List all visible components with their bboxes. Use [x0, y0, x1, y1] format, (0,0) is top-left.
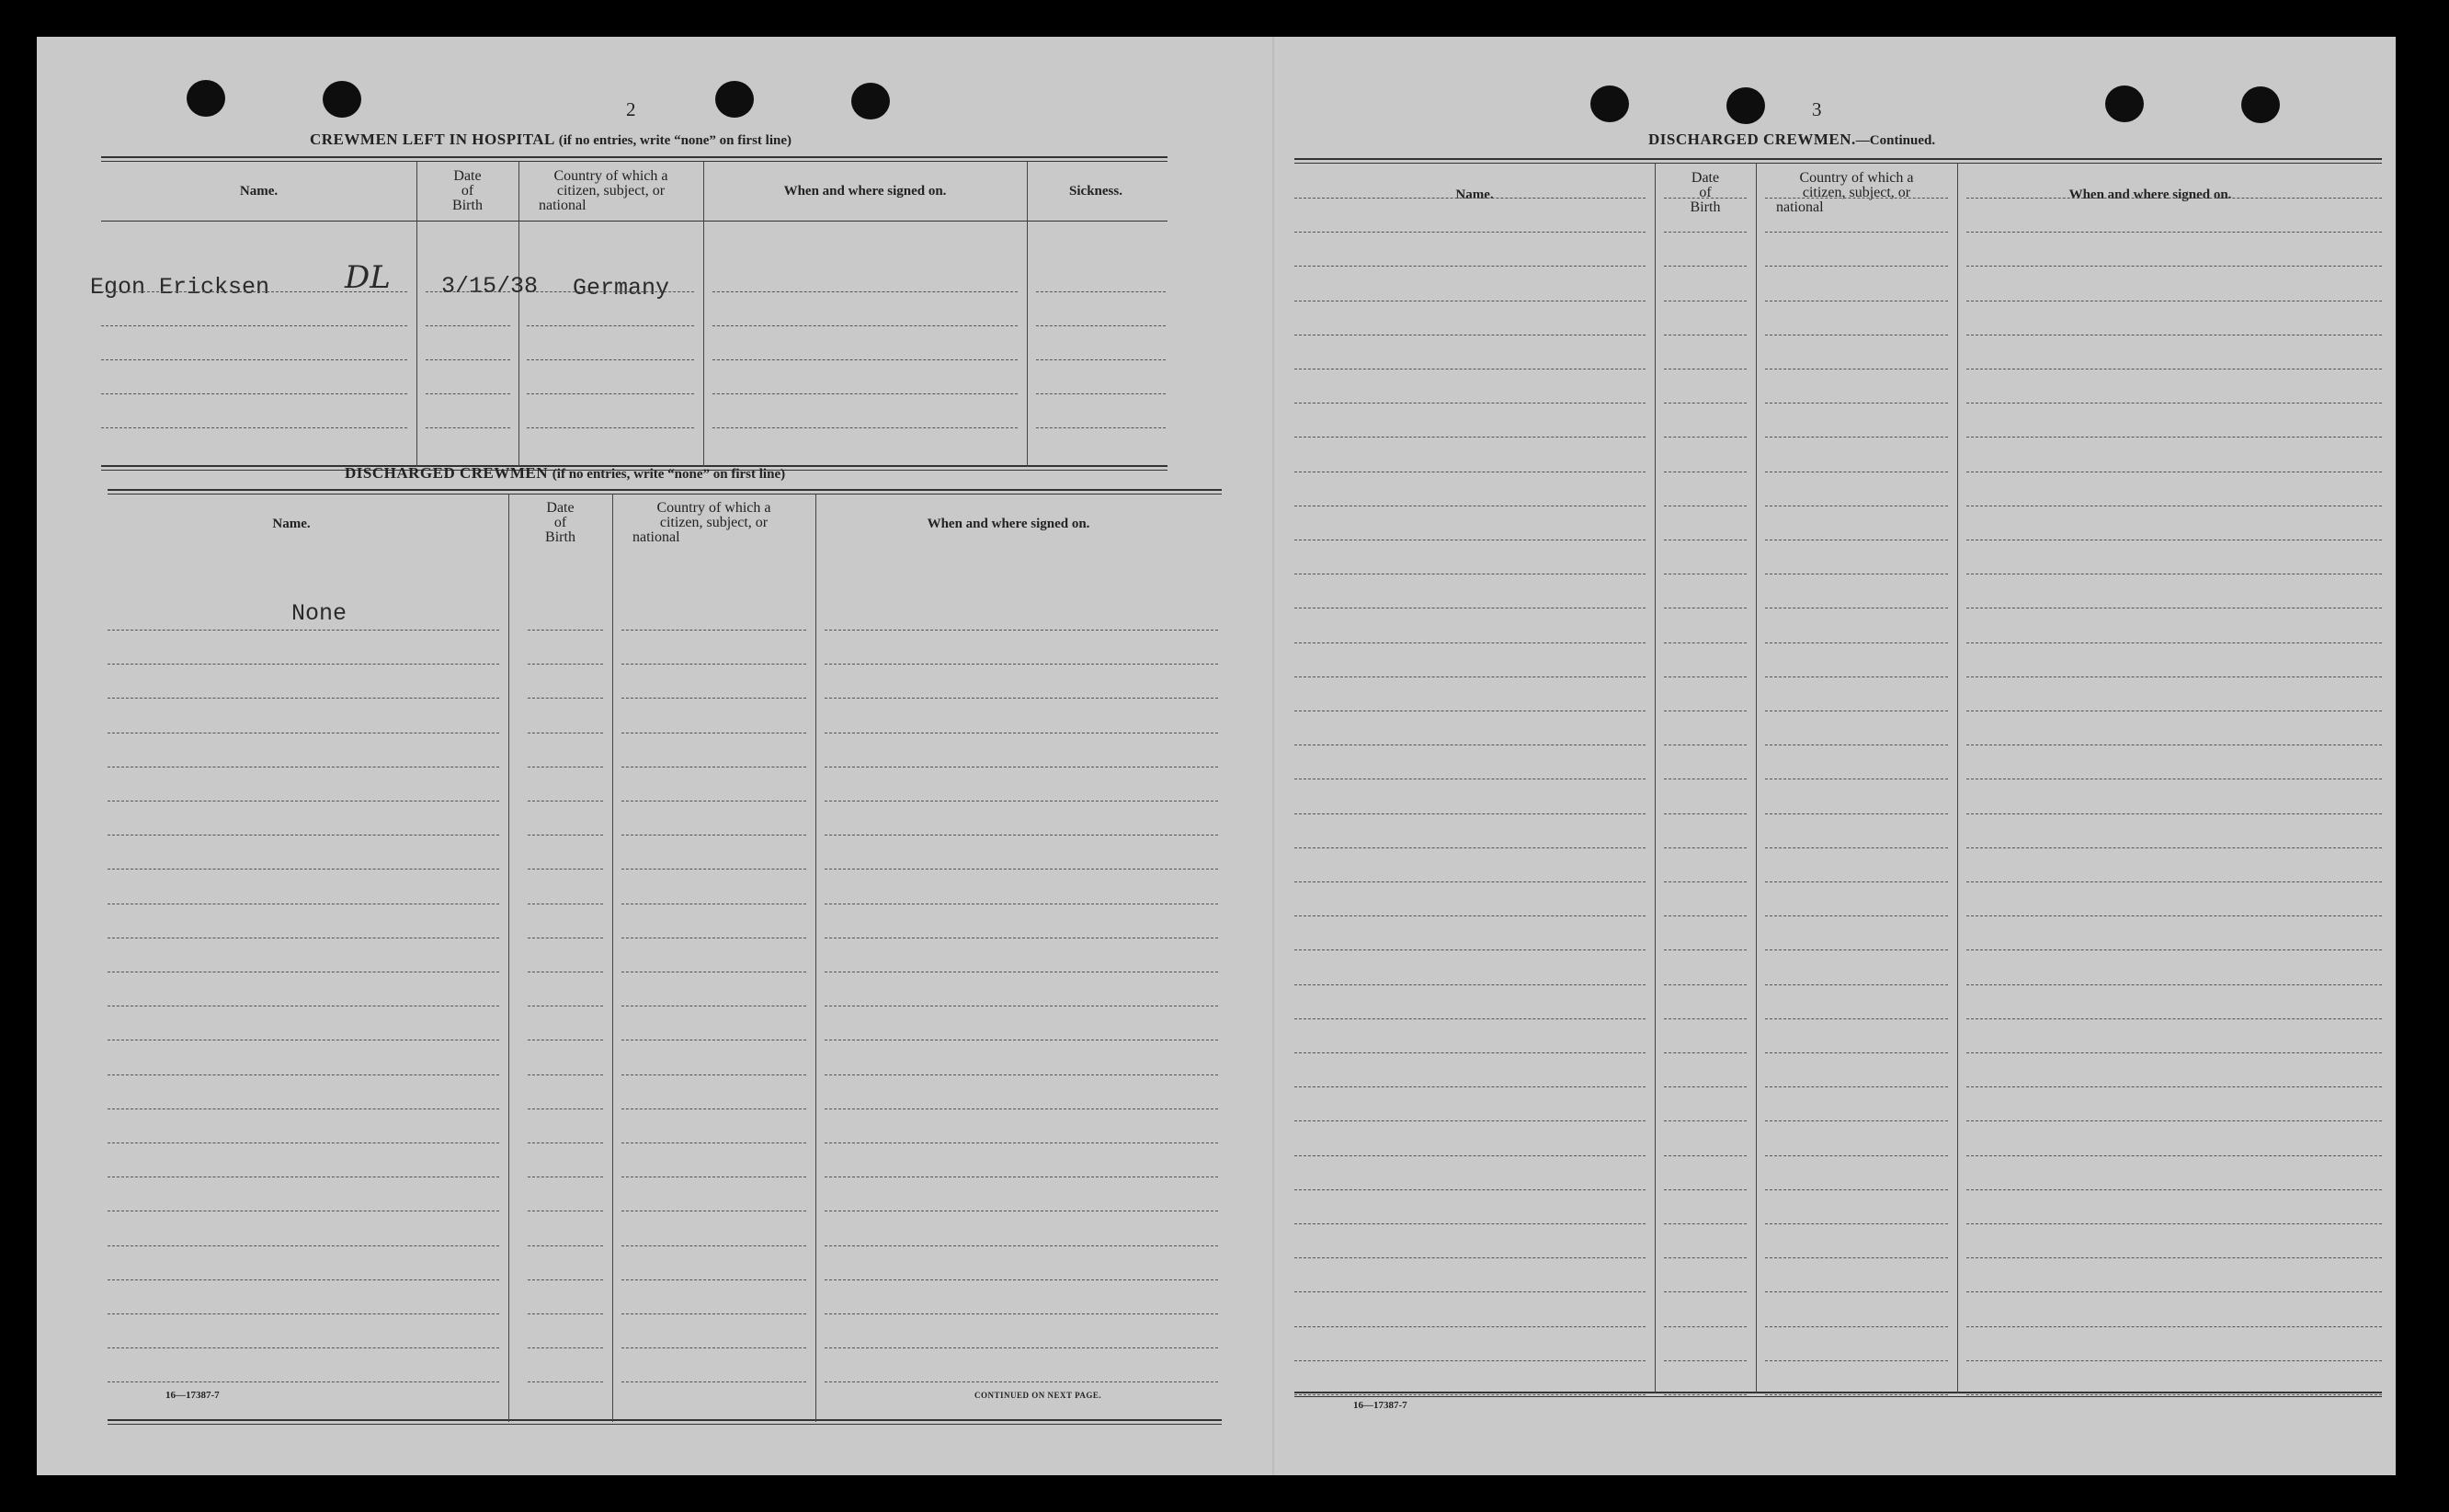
ruled-line [1664, 1326, 1747, 1327]
ruled-line [825, 1074, 1218, 1075]
ruled-line [101, 359, 407, 360]
ruled-line [1036, 291, 1166, 292]
ruled-line [1966, 1326, 2382, 1327]
ruled-line [528, 1074, 603, 1075]
ruled-line [1966, 642, 2382, 643]
ruled-line [1664, 1394, 1747, 1395]
ruled-line [1966, 881, 2382, 882]
ruled-line [621, 698, 806, 699]
ruled-line [108, 835, 499, 836]
discharged-entry-name: None [291, 600, 347, 627]
ruled-line [528, 1279, 603, 1280]
ruled-line [712, 427, 1018, 428]
document-sheet [37, 37, 2396, 1475]
column-header-signed-on: When and where signed on. [783, 184, 947, 199]
ruled-line [1966, 813, 2382, 814]
hospital-entry-dob: 3/15/38 [441, 273, 539, 300]
ruled-line [426, 393, 510, 394]
ruled-line [1966, 1189, 2382, 1190]
form-number-left: 16—17387-7 [165, 1390, 220, 1401]
ruled-line [825, 1313, 1218, 1314]
column-header-country: Country of which a citizen, subject, or national [632, 500, 771, 545]
column-header-dob: Date of Birth [452, 168, 483, 213]
column-header-name: Name. [272, 517, 311, 531]
ruled-line [426, 291, 510, 292]
ruled-line [108, 869, 499, 870]
ruled-line [1966, 1394, 2382, 1395]
ruled-line [1664, 1086, 1747, 1087]
ruled-line [1966, 1018, 2382, 1019]
ruled-line [426, 359, 510, 360]
ruled-line [1966, 949, 2382, 950]
ruled-line [108, 1074, 499, 1075]
ruled-line [1765, 198, 1948, 199]
ruled-line [1664, 984, 1747, 985]
discharged-section-title: DISCHARGED CREWMEN (if no entries, write “none” on first line) [345, 464, 786, 482]
ruled-line [825, 1279, 1218, 1280]
ruled-line [1294, 949, 1646, 950]
ruled-line [1294, 1326, 1646, 1327]
ruled-line [1765, 949, 1948, 950]
ruled-line [1765, 1018, 1948, 1019]
ruled-line [1294, 813, 1646, 814]
ruled-line [1966, 676, 2382, 677]
ruled-line [108, 1279, 499, 1280]
ruled-line [1294, 403, 1646, 404]
ruled-line [1664, 813, 1747, 814]
ruled-line [528, 630, 603, 631]
ruled-line [1664, 1223, 1747, 1224]
ruled-line [1294, 1086, 1646, 1087]
ruled-line [1765, 403, 1948, 404]
ruled-line [1036, 393, 1166, 394]
ruled-line [1765, 266, 1948, 267]
ruled-line [108, 1108, 499, 1109]
ruled-line [1036, 427, 1166, 428]
ruled-line [621, 1074, 806, 1075]
ruled-line [1765, 1189, 1948, 1190]
ruled-line [1664, 881, 1747, 882]
ruled-line [621, 664, 806, 665]
ruled-line [528, 1347, 603, 1348]
ruled-line [1664, 642, 1747, 643]
ruled-line [1966, 847, 2382, 848]
form-number-right: 16—17387-7 [1353, 1400, 1407, 1411]
ruled-line [1765, 1360, 1948, 1361]
discharged-table [108, 489, 1222, 1427]
ruled-line [712, 393, 1018, 394]
continued-note: CONTINUED ON NEXT PAGE. [974, 1391, 1102, 1400]
continued-section-title: DISCHARGED CREWMEN.—Continued. [1648, 131, 1936, 148]
ruled-line [528, 1313, 603, 1314]
column-header-sickness: Sickness. [1069, 184, 1122, 199]
punch-hole [323, 81, 361, 118]
ruled-line [1664, 1155, 1747, 1156]
discharged-continued-table [1294, 158, 2382, 1422]
ruled-line [426, 325, 510, 326]
ruled-line [1765, 232, 1948, 233]
ruled-line [101, 291, 407, 292]
ruled-line [1664, 915, 1747, 916]
ruled-line [1765, 1257, 1948, 1258]
ruled-line [1765, 1120, 1948, 1121]
ruled-line [528, 698, 603, 699]
ruled-line [101, 393, 407, 394]
ruled-line [825, 835, 1218, 836]
ruled-line [108, 1381, 499, 1382]
ruled-line [1664, 1360, 1747, 1361]
ruled-line [825, 869, 1218, 870]
hospital-section-title: CREWMEN LEFT IN HOSPITAL (if no entries, write “none” on first line) [310, 131, 792, 148]
punch-hole [2105, 85, 2144, 122]
punch-hole [1590, 85, 1629, 122]
ruled-line [1294, 1189, 1646, 1190]
ruled-line [528, 835, 603, 836]
ruled-line [1294, 642, 1646, 643]
punch-hole [715, 81, 754, 118]
ruled-line [1765, 642, 1948, 643]
ruled-line [1294, 1155, 1646, 1156]
ruled-line [1294, 1360, 1646, 1361]
ruled-line [1966, 1155, 2382, 1156]
column-header-name: Name. [239, 184, 279, 199]
ruled-line [712, 291, 1018, 292]
ruled-line [825, 698, 1218, 699]
ruled-line [1966, 1360, 2382, 1361]
punch-hole [1726, 87, 1765, 124]
ruled-line [528, 1108, 603, 1109]
ruled-line [1765, 1155, 1948, 1156]
page-fold [1272, 37, 1274, 1475]
ruled-line [1765, 881, 1948, 882]
ruled-line [1664, 403, 1747, 404]
ruled-line [1294, 984, 1646, 985]
ruled-line [1036, 325, 1166, 326]
ruled-line [426, 427, 510, 428]
ruled-line [101, 427, 407, 428]
ruled-line [621, 1245, 806, 1246]
ruled-line [108, 1347, 499, 1348]
hospital-entry-initials: DL [345, 259, 391, 296]
ruled-line [621, 869, 806, 870]
ruled-line [1664, 1257, 1747, 1258]
ruled-line [527, 393, 694, 394]
ruled-line [1765, 676, 1948, 677]
ruled-line [825, 1108, 1218, 1109]
ruled-line [1765, 1291, 1948, 1292]
column-header-dob: Date of Birth [545, 500, 575, 545]
ruled-line [1664, 437, 1747, 438]
ruled-line [825, 664, 1218, 665]
ruled-line [1966, 984, 2382, 985]
ruled-line [712, 325, 1018, 326]
ruled-line [1966, 1086, 2382, 1087]
ruled-line [527, 291, 694, 292]
ruled-line [1294, 1018, 1646, 1019]
ruled-line [528, 869, 603, 870]
ruled-line [1966, 232, 2382, 233]
ruled-line [1765, 813, 1948, 814]
ruled-line [1966, 437, 2382, 438]
ruled-line [1294, 1052, 1646, 1053]
column-header-signed-on: When and where signed on. [2068, 188, 2232, 202]
ruled-line [1966, 1223, 2382, 1224]
ruled-line [1664, 847, 1747, 848]
ruled-line [101, 325, 407, 326]
ruled-line [1765, 1052, 1948, 1053]
ruled-line [108, 1245, 499, 1246]
ruled-line [1294, 915, 1646, 916]
ruled-line [621, 1381, 806, 1382]
punch-hole [851, 83, 890, 119]
ruled-line [527, 427, 694, 428]
ruled-line [1966, 1120, 2382, 1121]
ruled-line [1294, 437, 1646, 438]
punch-hole [187, 80, 225, 117]
ruled-line [1664, 1189, 1747, 1190]
ruled-line [108, 630, 499, 631]
ruled-line [825, 1381, 1218, 1382]
ruled-line [108, 1313, 499, 1314]
punch-hole [2241, 86, 2280, 123]
ruled-line [825, 630, 1218, 631]
ruled-line [1664, 1120, 1747, 1121]
ruled-line [825, 1245, 1218, 1246]
ruled-line [1036, 359, 1166, 360]
ruled-line [1966, 198, 2382, 199]
ruled-line [1664, 232, 1747, 233]
column-header-name: Name. [1455, 188, 1494, 202]
ruled-line [1765, 915, 1948, 916]
ruled-line [621, 1279, 806, 1280]
ruled-line [1966, 915, 2382, 916]
page-number-left: 2 [626, 98, 636, 120]
ruled-line [621, 1108, 806, 1109]
ruled-line [1294, 266, 1646, 267]
ruled-line [527, 359, 694, 360]
ruled-line [1765, 1086, 1948, 1087]
ruled-line [1664, 266, 1747, 267]
ruled-line [1294, 847, 1646, 848]
ruled-line [1966, 1291, 2382, 1292]
ruled-line [528, 1245, 603, 1246]
hospital-entry-name: Egon Ericksen [90, 274, 270, 301]
ruled-line [108, 698, 499, 699]
ruled-line [1294, 676, 1646, 677]
ruled-line [1294, 881, 1646, 882]
ruled-line [621, 1313, 806, 1314]
ruled-line [1294, 1291, 1646, 1292]
column-header-dob: Date of Birth [1690, 170, 1721, 215]
column-header-country: Country of which a citizen, subject, or national [1776, 170, 1914, 215]
ruled-line [1765, 437, 1948, 438]
ruled-line [528, 664, 603, 665]
ruled-line [1966, 1257, 2382, 1258]
ruled-line [1966, 1052, 2382, 1053]
ruled-line [621, 630, 806, 631]
ruled-line [1664, 1018, 1747, 1019]
page-number-right: 3 [1812, 98, 1822, 120]
ruled-line [1765, 1326, 1948, 1327]
ruled-line [1664, 676, 1747, 677]
ruled-line [528, 1381, 603, 1382]
ruled-line [1294, 1257, 1646, 1258]
ruled-line [1664, 198, 1747, 199]
ruled-line [1765, 1394, 1948, 1395]
ruled-line [1294, 198, 1646, 199]
ruled-line [1966, 403, 2382, 404]
ruled-line [1664, 1291, 1747, 1292]
ruled-line [1765, 1223, 1948, 1224]
ruled-line [1294, 1394, 1646, 1395]
hospital-entry-country: Germany [573, 275, 670, 301]
ruled-line [712, 359, 1018, 360]
ruled-line [1294, 1120, 1646, 1121]
hospital-table [90, 156, 1168, 478]
ruled-line [108, 664, 499, 665]
ruled-line [1294, 232, 1646, 233]
ruled-line [527, 325, 694, 326]
column-header-signed-on: When and where signed on. [927, 517, 1090, 531]
column-header-country: Country of which a citizen, subject, or national [539, 168, 668, 213]
ruled-line [1966, 266, 2382, 267]
ruled-line [825, 1347, 1218, 1348]
ruled-line [1294, 1223, 1646, 1224]
ruled-line [1765, 984, 1948, 985]
ruled-line [1765, 847, 1948, 848]
ruled-line [621, 1347, 806, 1348]
ruled-line [1664, 1052, 1747, 1053]
ruled-line [621, 835, 806, 836]
ruled-line [1664, 949, 1747, 950]
